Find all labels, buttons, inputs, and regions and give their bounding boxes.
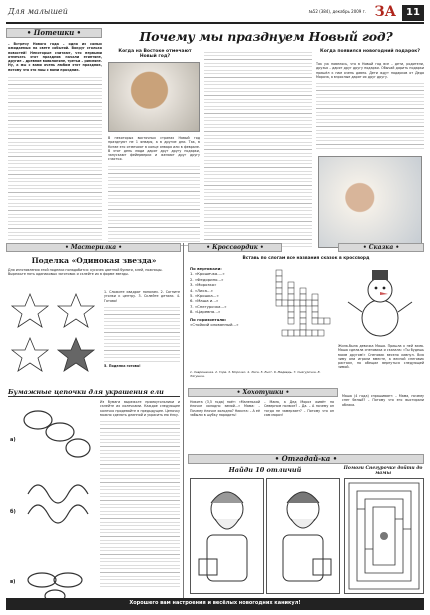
- chain-wave: [28, 505, 88, 523]
- joke-3: [342, 394, 424, 450]
- skazka-illustration: [338, 256, 424, 342]
- crossword-clue-8: 8. «Царевна…»: [190, 309, 221, 315]
- middle-article: [204, 49, 312, 249]
- crossword-instruction: Вставь по слогам все названия сказок в кроссворд: [242, 256, 370, 261]
- intro-text: – Встречу Нового года – одно из самых ожидаемых на свете событий. Вокруг столько новостей! Некоторые считают, что первыми отмечать этот праздник начали египтяне, другие – древние вавилоняне, третьи – римляне. Ну, а мы с вами очень любим этот праздник, потому что это наш с вами праздник.: [8, 42, 102, 72]
- snowman-eye: [383, 287, 386, 290]
- skazka-text: Жила-была девочка Маша. Пришла к ней зима. Маша сделала снеговика и сказала: «Ты будешь моим другом!» Снеговик весело кивнул. Всю зиму они играли вместе, а весной снеговик растаял, но обещал вернуться следующей зимой.: [338, 344, 424, 370]
- crossword-clue-6: 6. «Маша и…»: [190, 298, 219, 304]
- section-hohotushki: • Хохотушки •: [188, 388, 338, 397]
- snowman-hat: [372, 270, 388, 280]
- star-diagram-1: [12, 294, 48, 327]
- craft-diagrams: [8, 290, 100, 382]
- column-divider: [183, 243, 184, 608]
- chains-body: [100, 400, 180, 610]
- snowman-eye: [375, 287, 378, 290]
- chain-wave: [28, 485, 88, 503]
- intro-article: [8, 42, 102, 252]
- riddle-differences-title: Найди 10 отличий: [228, 466, 302, 474]
- santa-coat: [283, 535, 323, 581]
- snowman-head: [368, 278, 392, 302]
- crossword-clue-1: 1. «Крошечка-…»: [190, 271, 225, 277]
- santa-coat: [207, 535, 247, 581]
- crossword-clue-4: 4. «Лиса…»: [190, 287, 214, 293]
- crossword-grid: [272, 266, 332, 366]
- issue-date: №52 (384), декабрь 2009 г.: [308, 9, 366, 14]
- star-diagram-4: [58, 338, 94, 371]
- story1-filler: [108, 163, 200, 248]
- section-masterilka: • Мастерилка •: [6, 243, 181, 252]
- chain-label-a: а): [10, 437, 16, 443]
- santa-beard: [215, 519, 239, 529]
- chain-ring: [46, 423, 74, 441]
- skazka-body: [338, 344, 424, 390]
- story1-text: В некоторых восточных странах Новый год празднуют не 1 января, а в другие дни. Так, в Китае его отмечают в конце января или в феврале. В этот день люди дарят друг другу подарки, запускают фейерверки и желают друг другу счастья.: [108, 136, 200, 162]
- crossword-clue-3: 3. «Морозко»: [190, 282, 217, 288]
- snowman-body: [362, 300, 398, 336]
- joke-3-text: Маша (4 года) спрашивает: – Мама, почему снег белый? – Потому что его выстирали облака.: [342, 394, 424, 407]
- chain-ring: [24, 411, 52, 429]
- section-title: Для малышей: [8, 7, 68, 16]
- story2-filler: [316, 80, 424, 150]
- differences-picture-right: [266, 478, 340, 594]
- story2-text: Так уж повелось, что в Новый год все – дети, родители, друзья – дарят друг другу подарки. Обычай дарить подарки пришёл к нам очень давно. Дети ждут подарков от Деда Мороза, а взрослые дарят их друг другу.: [316, 62, 424, 79]
- santa-beard: [291, 519, 315, 528]
- star-diagram-2: [58, 294, 94, 327]
- story1-body: [108, 136, 200, 248]
- joke-1: [190, 400, 260, 450]
- section-otgadaika: • Отгадай-ка •: [188, 454, 424, 464]
- page-headline: Почему мы празднуем Новый год?: [139, 29, 393, 44]
- crossword-vertical-label: По вертикали:: [190, 266, 222, 271]
- maze-puzzle: [344, 478, 424, 594]
- craft-title: Поделка «Одинокая звезда»: [31, 256, 157, 265]
- chains-filler: [100, 418, 180, 588]
- craft-caption: 5. Поделка готова!: [104, 363, 141, 368]
- star-diagram-3: [12, 338, 48, 371]
- chain-ring: [66, 439, 90, 457]
- chain-label-b: б): [10, 509, 16, 515]
- gift-box: [313, 559, 331, 575]
- intro-body: [8, 74, 102, 240]
- dog-santa-photo: [108, 62, 200, 132]
- chain-diagrams: [8, 400, 98, 610]
- crossword-clue-7: 7. «Снегурочка…»: [190, 303, 227, 309]
- chain-link: [28, 573, 56, 587]
- crossword-clue-2: 2. «Федорино…»: [190, 276, 224, 282]
- differences-picture-left: [190, 478, 264, 594]
- joke-2: [264, 400, 334, 450]
- story2-title: Когда появился новогодний подарок?: [320, 49, 420, 54]
- craft-steps-text: 1. Сложите квадрат пополам. 2. Согните уголки к центру. 3. Склейте детали. 4. Готово!: [104, 290, 180, 303]
- page-footer: [6, 598, 424, 610]
- page-number: 11: [402, 5, 424, 21]
- craft-intro: Для изготовления этой поделки понадобится: кусочек цветной бумаги, клей, ножницы. Вырежьте пять одинаковых заготовок и склейте их в форме звезды.: [8, 268, 163, 277]
- santa-hat: [287, 492, 319, 503]
- crossword-horizontal-clue: «Стойкий оловянный…»: [190, 322, 239, 328]
- section-skazka: • Сказка •: [338, 243, 424, 252]
- crossword-horizontal-label: По горизонтали:: [190, 316, 227, 322]
- page-header: [6, 4, 424, 24]
- middle-body: [204, 49, 312, 249]
- footer-text: Хорошего вам настроения и весёлых новогодних каникул!: [129, 600, 301, 606]
- chains-title: Бумажные цепочки для украшения ели: [8, 388, 180, 397]
- story1-title: Когда на Востоке отмечают Новый год?: [118, 49, 192, 59]
- joke-2-text: – Мама, а Дед Мороз живёт на Северном полюсе? – Да. – А почему он тогда не замерзает? – Потому что он сам мороз!: [264, 400, 334, 417]
- craft-steps: [104, 290, 180, 384]
- crossword-clue-5: 5. «Крошка…»: [190, 293, 219, 299]
- santa-hat: [211, 492, 243, 503]
- maze-goal: [380, 532, 388, 540]
- newspaper-logo: ЗА: [374, 4, 396, 20]
- joke-1-text: Никита (3,5 года) поёт: «Маленькой ёлочке холодно зимой…» Мама: – Почему ёлочке холодно? Никита: – А её забыли в шубку нарядить!: [190, 400, 260, 417]
- craft-steps-filler: [104, 304, 180, 364]
- section-krossvordik: • Кроссвордик •: [188, 243, 282, 252]
- crossword-clues: [190, 266, 270, 366]
- chain-label-c: в): [10, 579, 16, 585]
- section-poteshki: • Потешки •: [6, 28, 102, 38]
- gift-box: [199, 559, 217, 575]
- story2-body: [316, 62, 424, 154]
- riddle-maze-title: Помоги Снегурочке дойти до мамы: [343, 466, 423, 476]
- chain-link: [54, 573, 82, 587]
- chains-text: Из бумаги вырежьте прямоугольники и склейте их колечками. Каждое следующее колечко продевайте в предыдущее. Цепочку можно сделать длинной и украсить ею ёлку.: [100, 400, 180, 417]
- children-photo: [318, 156, 422, 248]
- crossword-answers: 1. Хаврошечка. 2. Горе. 3. Морозко. 4. Лиса. 5. Енот. 6. Медведь. 7. Снегурочка. 8. Лягушка.: [190, 370, 321, 379]
